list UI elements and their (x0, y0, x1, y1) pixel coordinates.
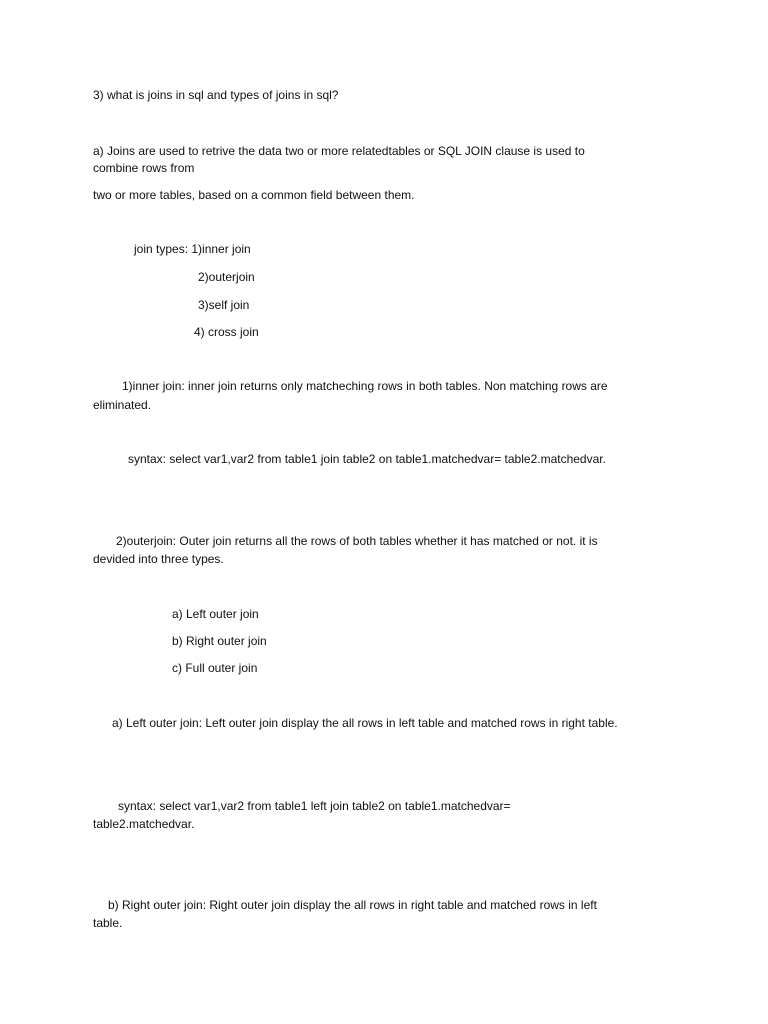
inner-join-desc-line-2: eliminated. (93, 398, 152, 412)
outer-join-desc-line-2: devided into three types. (93, 552, 224, 566)
outer-join-desc-line-1: 2)outerjoin: Outer join returns all the rows of both tables whether it has matched or not. it is (116, 534, 598, 548)
question-heading: 3) what is joins in sql and types of joins in sql? (93, 88, 339, 102)
outer-join-subtype: c) Full outer join (172, 661, 258, 675)
join-type-item: 3)self join (198, 298, 250, 312)
left-outer-join-syntax-line-1: syntax: select var1,var2 from table1 left join table2 on table1.matchedvar= (118, 799, 511, 813)
answer-line-3: two or more tables, based on a common field between them. (93, 188, 415, 202)
right-outer-join-desc-line-2: table. (93, 916, 123, 930)
answer-line-1: a) Joins are used to retrive the data two or more relatedtables or SQL JOIN clause is used to (93, 144, 585, 158)
inner-join-desc-line-1: 1)inner join: inner join returns only matcheching rows in both tables. Non matching rows are (122, 379, 608, 393)
left-outer-join-desc: a) Left outer join: Left outer join display the all rows in left table and matched rows in right table. (112, 716, 618, 730)
join-types-heading: join types: 1)inner join (134, 242, 251, 256)
join-type-item: 2)outerjoin (198, 270, 255, 284)
outer-join-subtype: a) Left outer join (172, 607, 259, 621)
answer-line-2: combine rows from (93, 161, 195, 175)
left-outer-join-syntax-line-2: table2.matchedvar. (93, 817, 195, 831)
join-type-item: 4) cross join (194, 325, 259, 339)
right-outer-join-desc-line-1: b) Right outer join: Right outer join display the all rows in right table and matched rows in left (108, 898, 597, 912)
inner-join-syntax: syntax: select var1,var2 from table1 join table2 on table1.matchedvar= table2.matchedvar. (128, 452, 606, 466)
outer-join-subtype: b) Right outer join (172, 634, 267, 648)
